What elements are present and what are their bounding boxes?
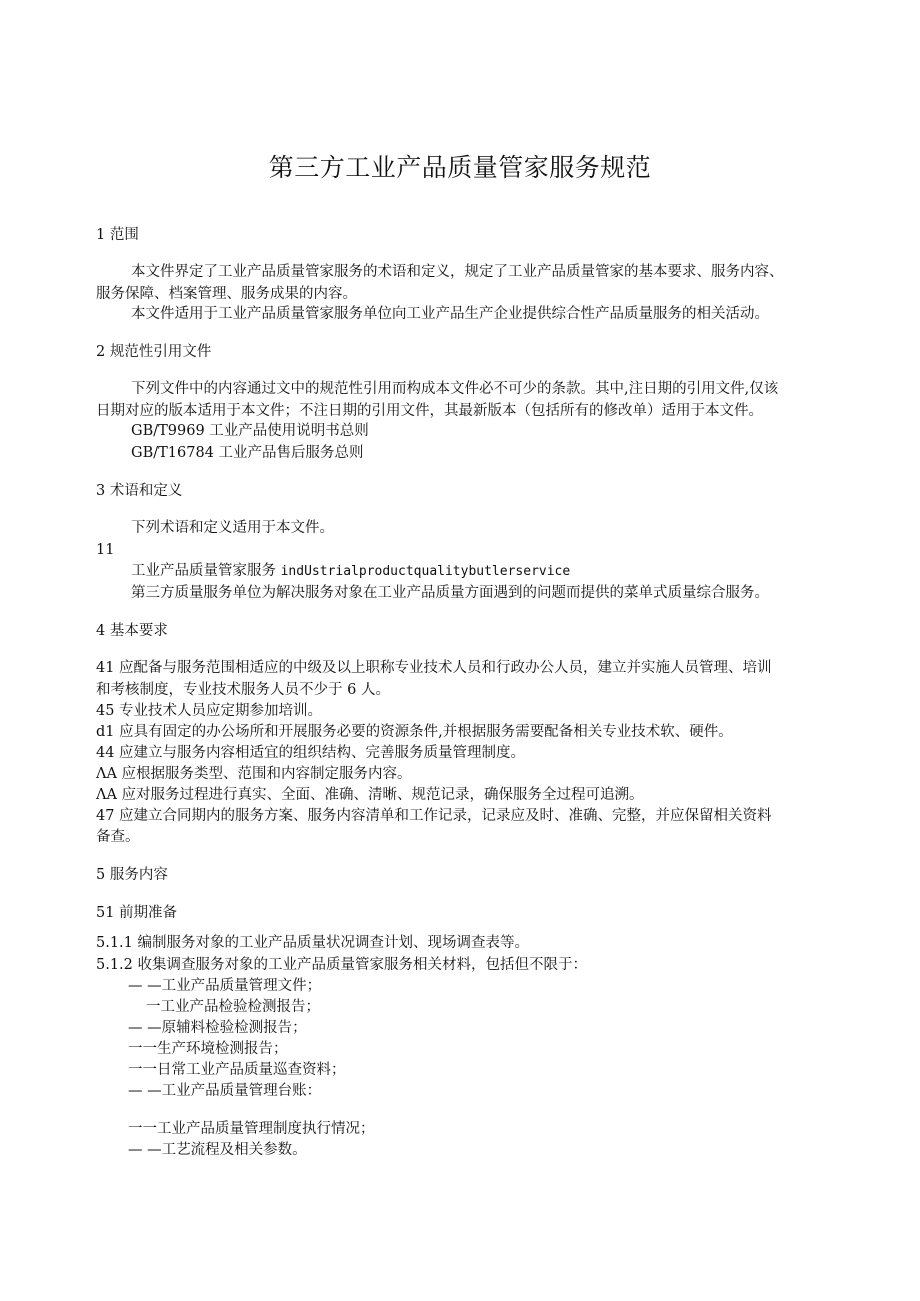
section-heading-scope: 1 范围 bbox=[96, 227, 139, 243]
list-item: 一一工业产品质量管理制度执行情况； bbox=[128, 1121, 375, 1137]
paragraph-line: 下列术语和定义适用于本文件。 bbox=[131, 520, 334, 536]
term-chinese: 工业产品质量管家服务 bbox=[131, 563, 276, 579]
list-item: — —原辅料检验检测报告； bbox=[128, 1020, 307, 1036]
list-item: — —工艺流程及相关参数。 bbox=[128, 1142, 307, 1158]
paragraph-line: 本文件适用于工业产品质量管家服务单位向工业产品生产企业提供综合性产品质量服务的相关活动。 bbox=[131, 306, 769, 322]
requirement-item: ΛA 应根据服务类型、范围和内容制定服务内容。 bbox=[96, 766, 412, 782]
requirement-item: d1 应具有固定的办公场所和开展服务必要的资源条件,并根据服务需要配备相关专业技术软、硬件。 bbox=[96, 724, 733, 740]
paragraph-line: 下列文件中的内容通过文中的规范性引用而构成本文件必不可少的条款。其中,注日期的引用文件,仅该 bbox=[131, 381, 779, 397]
paragraph-line: 服务保障、档案管理、服务成果的内容。 bbox=[96, 286, 357, 302]
document-title: 第三方工业产品质量管家服务规范 bbox=[268, 153, 652, 182]
requirement-item: 44 应建立与服务内容相适宜的组织结构、完善服务质量管理制度。 bbox=[96, 745, 526, 761]
list-item: 一一生产环境检测报告； bbox=[128, 1041, 288, 1057]
requirement-item: ΛA 应对服务过程进行真实、全面、准确、清晰、规范记录，确保服务全过程可追溯。 bbox=[96, 787, 644, 803]
list-item: — —工业产品质量管理文件； bbox=[128, 978, 322, 994]
requirement-item: 45 专业技术人员应定期参加培训。 bbox=[96, 703, 323, 719]
paragraph-line: 本文件界定了工业产品质量管家服务的术语和定义，规定了工业产品质量管家的基本要求、服务内容、 bbox=[131, 264, 784, 280]
section-heading-normative-references: 2 规范性引用文件 bbox=[96, 344, 212, 360]
clause-item: 5.1.2 收集调查服务对象的工业产品质量管家服务相关材料，包括但不限于： bbox=[96, 957, 588, 973]
term-english: indUstrialproductqualitybutlerservice bbox=[280, 564, 571, 579]
reference-item: GB/T9969 工业产品使用说明书总则 bbox=[131, 423, 369, 439]
requirement-item: 和考核制度，专业技术服务人员不少于 6 人。 bbox=[96, 682, 390, 698]
requirement-item: 41 应配备与服务范围相适应的中级及以上职称专业技术人员和行政办公人员，建立并实施人员管理、培训 bbox=[96, 660, 772, 676]
term-number: 11 bbox=[96, 542, 115, 558]
section-heading-service-content: 5 服务内容 bbox=[96, 867, 168, 883]
list-item: 一工业产品检验检测报告； bbox=[146, 999, 320, 1015]
subsection-heading-preparation: 51 前期准备 bbox=[96, 905, 178, 921]
requirement-item: 47 应建立合同期内的服务方案、服务内容清单和工作记录，记录应及时、准确、完整，并应保留相关资料 bbox=[96, 808, 772, 824]
list-item: 一一日常工业产品质量巡查资料； bbox=[128, 1062, 346, 1078]
list-item: — —工业产品质量管理台账： bbox=[128, 1083, 322, 1099]
clause-item: 5.1.1 编制服务对象的工业产品质量状况调查计划、现场调查表等。 bbox=[96, 935, 530, 951]
section-heading-terms: 3 术语和定义 bbox=[96, 483, 183, 499]
term-definition: 第三方质量服务单位为解决服务对象在工业产品质量方面遇到的问题而提供的菜单式质量综合服务。 bbox=[131, 585, 769, 601]
paragraph-line: 日期对应的版本适用于本文件；不注日期的引用文件，其最新版本（包括所有的修改单）适用于本文件。 bbox=[96, 403, 763, 419]
section-heading-basic-requirements: 4 基本要求 bbox=[96, 623, 168, 639]
term-entry bbox=[131, 562, 570, 581]
requirement-item: 备查。 bbox=[96, 829, 140, 845]
reference-item: GB/T16784 工业产品售后服务总则 bbox=[131, 445, 364, 461]
